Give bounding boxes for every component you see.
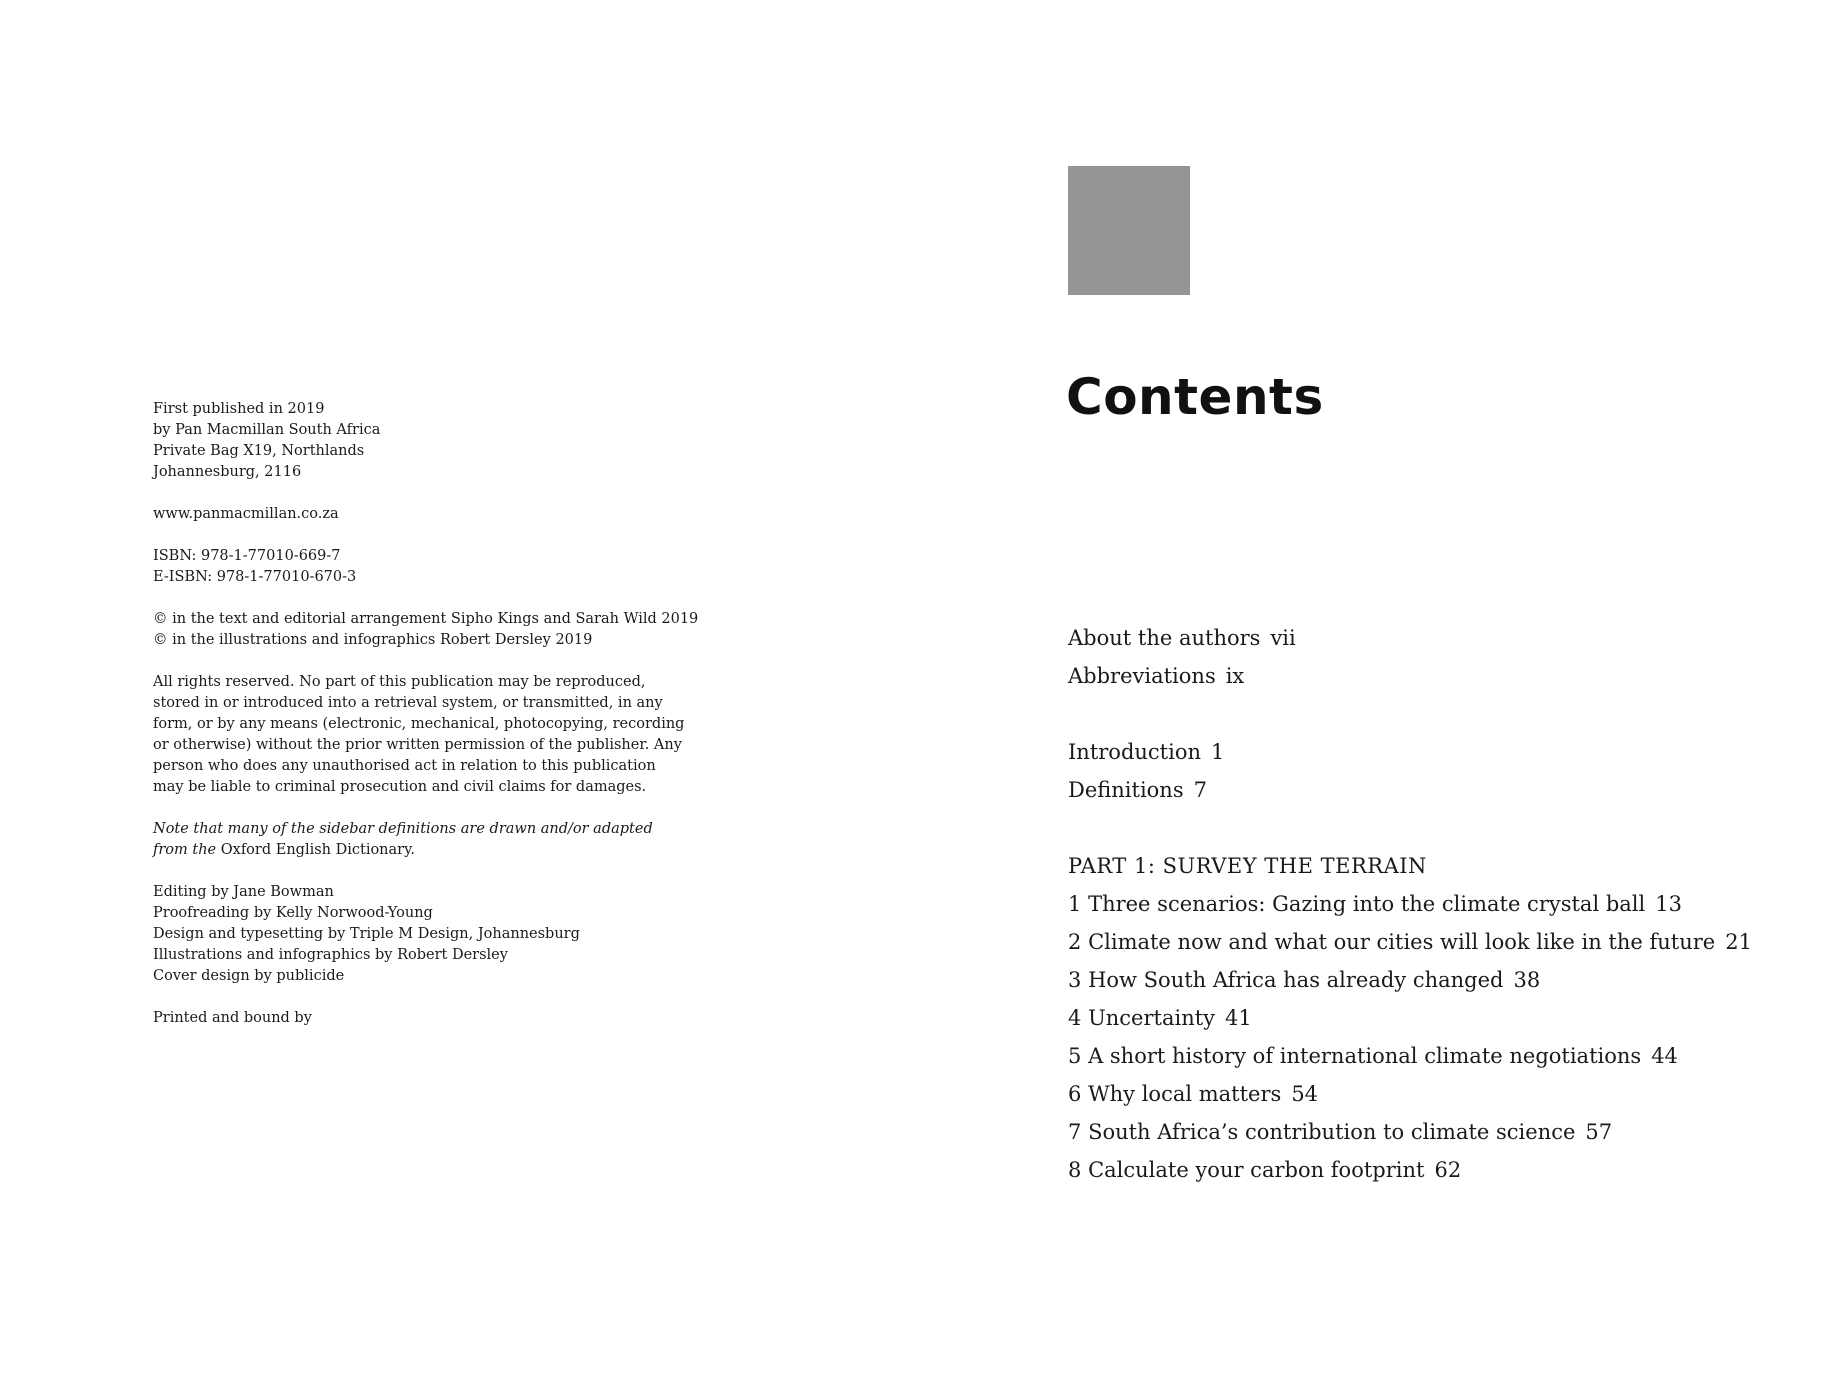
page-title: Contents [1066,368,1324,426]
printed-by-line: Printed and bound by [153,1010,312,1026]
chapter-page: 54 [1291,1082,1319,1106]
chapter-page: 38 [1513,968,1541,992]
chapter-title: Why local matters [1088,1082,1282,1106]
toc-entry-page: vii [1270,626,1296,650]
chapter-title: Three scenarios: Gazing into the climate crystal ball [1088,892,1646,916]
chapter-title: Climate now and what our cities will look like in the future [1088,930,1716,954]
toc-chapter-entry[interactable] [1068,885,1808,923]
decorative-grey-block [1068,166,1190,295]
chapter-page: 44 [1651,1044,1678,1068]
rights-line: may be liable to criminal prosecution and civil claims for damages. [153,779,647,795]
note-italic-text: from the [153,842,217,858]
chapter-title: How South Africa has already changed [1088,968,1504,992]
spacer [153,588,713,609]
chapter-number: 4 [1068,1006,1082,1030]
publisher-line: by Pan Macmillan South Africa [153,422,381,438]
spacer [153,861,713,882]
dictionary-note [153,819,713,861]
publisher-website: www.panmacmillan.co.za [153,506,339,522]
chapter-title: Calculate your carbon footprint [1088,1158,1425,1182]
publisher-line: Private Bag X19, Northlands [153,443,365,459]
spacer [153,525,713,546]
chapter-number: 2 [1068,930,1082,954]
toc-chapter-entry[interactable] [1068,1113,1808,1151]
toc-entry-title: Abbreviations [1068,664,1216,688]
chapter-title: A short history of international climate negotiations [1088,1044,1642,1068]
toc-entry-title: About the authors [1068,626,1261,650]
chapter-number: 7 [1068,1120,1082,1144]
toc-entry[interactable] [1068,657,1808,695]
note-italic-text: Note that many of the sidebar definitions are drawn and/or adapted [153,821,653,837]
publisher-line: First published in 2019 [153,401,325,417]
toc-entry-page: 7 [1193,778,1207,802]
toc-entry-page: ix [1225,664,1245,688]
chapter-title: South Africa’s contribution to climate science [1088,1120,1576,1144]
toc-entry[interactable] [1068,619,1808,657]
imprint-page [0,0,921,1382]
chapter-number: 8 [1068,1158,1082,1182]
spacer [1068,695,1808,733]
credit-line: Design and typesetting by Triple M Design, Johannesburg [153,926,580,942]
credit-line: Illustrations and infographics by Robert Dersley [153,947,508,963]
rights-line: stored in or introduced into a retrieval system, or transmitted, in any [153,695,663,711]
copyright-line: © in the text and editorial arrangement Sipho Kings and Sarah Wild 2019 [153,611,699,627]
chapter-number: 6 [1068,1082,1082,1106]
spacer [153,651,713,672]
spacer [153,987,713,1008]
toc-chapter-entry[interactable] [1068,961,1808,999]
toc-entry[interactable] [1068,733,1808,771]
toc-chapter-entry[interactable] [1068,1037,1808,1075]
toc-entry-title: Introduction [1068,740,1201,764]
rights-line: form, or by any means (electronic, mechanical, photocopying, recording [153,716,685,732]
copyright-line: © in the illustrations and infographics Robert Dersley 2019 [153,632,593,648]
part-heading: PART 1: SURVEY THE TERRAIN [1068,854,1427,878]
toc-chapter-entry[interactable] [1068,999,1808,1037]
chapter-number: 3 [1068,968,1082,992]
eisbn-line: E-ISBN: 978-1-77010-670-3 [153,569,357,585]
credit-line: Editing by Jane Bowman [153,884,334,900]
credit-line: Proofreading by Kelly Norwood-Young [153,905,433,921]
table-of-contents [1068,619,1808,1189]
chapter-page: 21 [1725,930,1752,954]
toc-entry-title: Definitions [1068,778,1184,802]
chapter-page: 13 [1655,892,1682,916]
isbn-line: ISBN: 978-1-77010-669-7 [153,548,341,564]
toc-chapter-entry[interactable] [1068,923,1808,961]
chapter-page: 41 [1225,1006,1252,1030]
contents-page [921,0,1843,1382]
chapter-number: 5 [1068,1044,1082,1068]
publisher-line: Johannesburg, 2116 [153,464,302,480]
toc-entry[interactable] [1068,771,1808,809]
toc-chapter-entry[interactable] [1068,1151,1808,1189]
spacer [153,483,713,504]
chapter-page: 57 [1585,1120,1613,1144]
note-dictionary-name: Oxford English Dictionary. [216,842,415,858]
chapter-number: 1 [1068,892,1082,916]
imprint-block [153,399,713,1029]
spacer [1068,809,1808,847]
rights-line: or otherwise) without the prior written permission of the publisher. Any [153,737,682,753]
chapter-page: 62 [1434,1158,1462,1182]
spacer [153,798,713,819]
toc-entry-page: 1 [1211,740,1225,764]
chapter-title: Uncertainty [1088,1006,1216,1030]
toc-chapter-entry[interactable] [1068,1075,1808,1113]
rights-line: All rights reserved. No part of this publication may be reproduced, [153,674,646,690]
rights-line: person who does any unauthorised act in relation to this publication [153,758,656,774]
credit-line: Cover design by publicide [153,968,345,984]
